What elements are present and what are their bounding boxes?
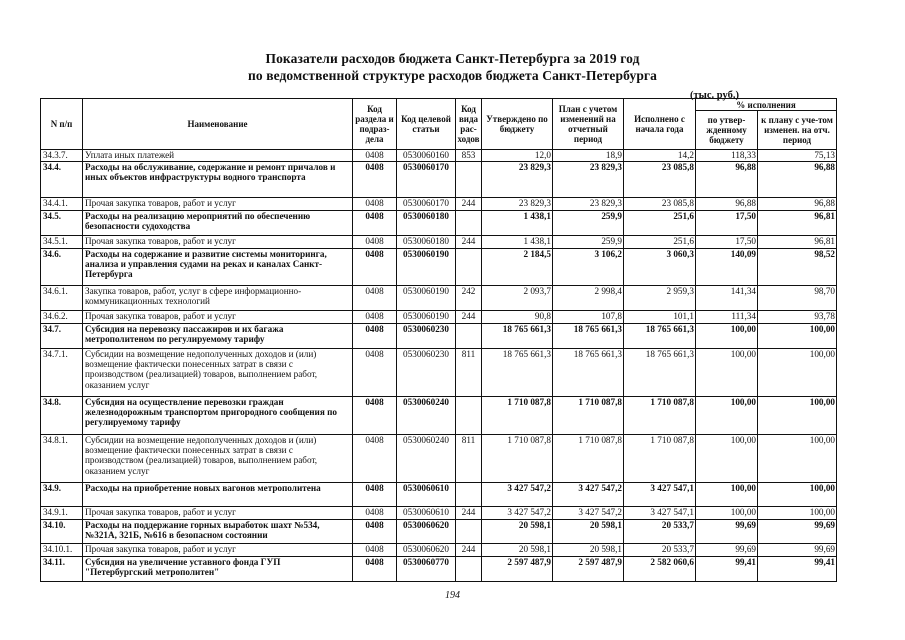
cell-name: Расходы на реализацию мероприятий по обеспечению безопасности судоходства: [83, 211, 353, 236]
cell-approved: 2 597 487,9: [482, 557, 553, 582]
cell-section: 0408: [353, 311, 397, 324]
cell-name: Прочая закупка товаров, работ и услуг: [83, 311, 353, 324]
cell-pct-approved: 100,00: [696, 349, 758, 397]
cell-name: Субсидия на перевозку пассажиров и их багажа метрополитеном по регулируемому тарифу: [83, 324, 353, 349]
cell-executed: 20 533,7: [624, 520, 696, 544]
cell-plan: 259,9: [553, 236, 624, 249]
cell-approved: 18 765 661,3: [482, 324, 553, 349]
cell-name: Прочая закупка товаров, работ и услуг: [83, 544, 353, 557]
cell-section: 0408: [353, 557, 397, 582]
cell-num: 34.5.: [41, 211, 83, 236]
cell-executed: 2 959,3: [624, 286, 696, 311]
cell-section: 0408: [353, 483, 397, 507]
cell-name: Субсидия на увеличение уставного фонда ГУП "Петербургский метрополитен": [83, 557, 353, 582]
table-row: [41, 249, 837, 286]
cell-num: 34.8.1.: [41, 435, 83, 483]
table-row: [41, 397, 837, 435]
cell-section: 0408: [353, 520, 397, 544]
header-pct-approved: по утвер-жденному бюджету: [696, 111, 758, 150]
cell-name: Закупка товаров, работ, услуг в сфере информационно-коммуникационных технологий: [83, 286, 353, 311]
cell-target: 0530060620: [397, 520, 456, 544]
cell-executed: 23 085,8: [624, 198, 696, 211]
cell-exptype: [456, 249, 482, 286]
cell-plan: 3 427 547,2: [553, 483, 624, 507]
cell-pct-approved: 99,41: [696, 557, 758, 582]
cell-pct-approved: 100,00: [696, 435, 758, 483]
cell-pct-plan: 98,52: [758, 249, 837, 286]
cell-pct-approved: 99,69: [696, 520, 758, 544]
cell-target: 0530060170: [397, 162, 456, 198]
cell-approved: 18 765 661,3: [482, 349, 553, 397]
cell-num: 34.3.7.: [41, 150, 83, 162]
header-section: Код раздела и подраз-дела: [353, 99, 397, 150]
cell-exptype: 244: [456, 236, 482, 249]
cell-executed: 14,2: [624, 150, 696, 162]
cell-plan: 23 829,3: [553, 162, 624, 198]
cell-executed: 20 533,7: [624, 544, 696, 557]
expenditure-table: [40, 98, 837, 582]
cell-exptype: 811: [456, 435, 482, 483]
cell-executed: 18 765 661,3: [624, 349, 696, 397]
cell-exptype: [456, 324, 482, 349]
header-exptype: Код вида рас-ходов: [456, 99, 482, 150]
cell-approved: 90,8: [482, 311, 553, 324]
cell-executed: 101,1: [624, 311, 696, 324]
table-row: [41, 162, 837, 198]
cell-exptype: 853: [456, 150, 482, 162]
table-row: [41, 435, 837, 483]
cell-target: 0530060180: [397, 211, 456, 236]
cell-pct-approved: 96,88: [696, 198, 758, 211]
cell-plan: 1 710 087,8: [553, 435, 624, 483]
cell-name: Прочая закупка товаров, работ и услуг: [83, 236, 353, 249]
cell-pct-approved: 100,00: [696, 324, 758, 349]
table-row: [41, 544, 837, 557]
cell-pct-plan: 75,13: [758, 150, 837, 162]
cell-pct-approved: 100,00: [696, 507, 758, 520]
cell-executed: 3 060,3: [624, 249, 696, 286]
cell-num: 34.4.: [41, 162, 83, 198]
cell-plan: 2 597 487,9: [553, 557, 624, 582]
cell-num: 34.11.: [41, 557, 83, 582]
cell-num: 34.7.1.: [41, 349, 83, 397]
cell-approved: 1 710 087,8: [482, 397, 553, 435]
cell-num: 34.10.1.: [41, 544, 83, 557]
cell-section: 0408: [353, 435, 397, 483]
cell-pct-plan: 96,81: [758, 236, 837, 249]
cell-pct-approved: 111,34: [696, 311, 758, 324]
cell-executed: 23 085,8: [624, 162, 696, 198]
header-pct-group: % исполнения: [696, 99, 837, 111]
cell-exptype: 244: [456, 507, 482, 520]
cell-num: 34.6.: [41, 249, 83, 286]
cell-approved: 23 829,3: [482, 198, 553, 211]
header-name: Наименование: [83, 99, 353, 150]
cell-name: Субсидии на возмещение недополученных доходов и (или) возмещение фактически понесенных затрат в связи с производством (реализацией) товаров, выполнением работ, оказанием услуг: [83, 435, 353, 483]
cell-approved: 1 438,1: [482, 211, 553, 236]
cell-num: 34.9.1.: [41, 507, 83, 520]
cell-section: 0408: [353, 286, 397, 311]
cell-executed: 2 582 060,6: [624, 557, 696, 582]
cell-num: 34.9.: [41, 483, 83, 507]
cell-pct-plan: 100,00: [758, 324, 837, 349]
cell-pct-approved: 17,50: [696, 236, 758, 249]
cell-num: 34.6.2.: [41, 311, 83, 324]
cell-plan: 3 427 547,2: [553, 507, 624, 520]
header-approved: Утверждено по бюджету: [482, 99, 553, 150]
cell-plan: 18,9: [553, 150, 624, 162]
cell-pct-plan: 98,70: [758, 286, 837, 311]
cell-executed: 251,6: [624, 236, 696, 249]
cell-pct-plan: 93,78: [758, 311, 837, 324]
cell-plan: 18 765 661,3: [553, 324, 624, 349]
cell-num: 34.7.: [41, 324, 83, 349]
cell-name: Прочая закупка товаров, работ и услуг: [83, 198, 353, 211]
cell-plan: 18 765 661,3: [553, 349, 624, 397]
report-title: Показатели расходов бюджета Санкт-Петербурга за 2019 год: [265, 51, 640, 66]
table-row: [41, 507, 837, 520]
cell-pct-approved: 17,50: [696, 211, 758, 236]
cell-pct-plan: 96,81: [758, 211, 837, 236]
cell-target: 0530060190: [397, 249, 456, 286]
header-num: N п/п: [41, 99, 83, 150]
cell-target: 0530060240: [397, 397, 456, 435]
cell-target: 0530060620: [397, 544, 456, 557]
page-number: 194: [445, 590, 460, 601]
table-row: [41, 211, 837, 236]
table-row: [41, 520, 837, 544]
cell-section: 0408: [353, 324, 397, 349]
cell-name: Субсидия на осуществление перевозки граждан железнодорожным транспортом пригородного сообщения по регулируемому тарифу: [83, 397, 353, 435]
cell-target: 0530060170: [397, 198, 456, 211]
cell-approved: 3 427 547,2: [482, 483, 553, 507]
cell-pct-plan: 100,00: [758, 483, 837, 507]
cell-approved: 12,0: [482, 150, 553, 162]
cell-plan: 2 998,4: [553, 286, 624, 311]
units-label: (тыс. руб.): [690, 90, 739, 101]
cell-exptype: 244: [456, 544, 482, 557]
table-row: [41, 483, 837, 507]
cell-exptype: 242: [456, 286, 482, 311]
cell-section: 0408: [353, 249, 397, 286]
cell-pct-plan: 100,00: [758, 507, 837, 520]
cell-num: 34.5.1.: [41, 236, 83, 249]
cell-approved: 1 710 087,8: [482, 435, 553, 483]
cell-approved: 3 427 547,2: [482, 507, 553, 520]
cell-pct-approved: 118,33: [696, 150, 758, 162]
cell-approved: 1 438,1: [482, 236, 553, 249]
table-row: [41, 198, 837, 211]
header-target: Код целевой статьи: [397, 99, 456, 150]
cell-target: 0530060180: [397, 236, 456, 249]
table-row: [41, 150, 837, 162]
cell-target: 0530060190: [397, 311, 456, 324]
cell-section: 0408: [353, 544, 397, 557]
cell-section: 0408: [353, 162, 397, 198]
cell-plan: 259,9: [553, 211, 624, 236]
cell-target: 0530060770: [397, 557, 456, 582]
cell-plan: 107,8: [553, 311, 624, 324]
cell-section: 0408: [353, 349, 397, 397]
cell-target: 0530060160: [397, 150, 456, 162]
table-row: [41, 557, 837, 582]
cell-pct-approved: 140,09: [696, 249, 758, 286]
header-executed: Исполнено с начала года: [624, 99, 696, 150]
cell-num: 34.8.: [41, 397, 83, 435]
table-row: [41, 286, 837, 311]
cell-pct-plan: 96,88: [758, 198, 837, 211]
cell-executed: 18 765 661,3: [624, 324, 696, 349]
cell-exptype: [456, 483, 482, 507]
cell-name: Расходы на приобретение новых вагонов метрополитена: [83, 483, 353, 507]
cell-pct-plan: 99,69: [758, 544, 837, 557]
cell-pct-approved: 141,34: [696, 286, 758, 311]
cell-name: Расходы на поддержание горных выработок шахт №534, №321А, 321Б, №616 в безопасном состоянии: [83, 520, 353, 544]
cell-name: Расходы на обслуживание, содержание и ремонт причалов и иных объектов инфраструктуры водного транспорта: [83, 162, 353, 198]
cell-exptype: [456, 397, 482, 435]
cell-pct-plan: 99,41: [758, 557, 837, 582]
cell-section: 0408: [353, 507, 397, 520]
table-row: [41, 311, 837, 324]
cell-pct-approved: 99,69: [696, 544, 758, 557]
cell-plan: 3 106,2: [553, 249, 624, 286]
cell-exptype: 244: [456, 198, 482, 211]
cell-approved: 2 184,5: [482, 249, 553, 286]
cell-num: 34.6.1.: [41, 286, 83, 311]
cell-executed: 3 427 547,1: [624, 507, 696, 520]
cell-executed: 1 710 087,8: [624, 435, 696, 483]
cell-pct-plan: 100,00: [758, 435, 837, 483]
cell-pct-plan: 96,88: [758, 162, 837, 198]
cell-plan: 1 710 087,8: [553, 397, 624, 435]
cell-exptype: 244: [456, 311, 482, 324]
cell-exptype: 811: [456, 349, 482, 397]
cell-pct-approved: 100,00: [696, 483, 758, 507]
cell-num: 34.10.: [41, 520, 83, 544]
cell-pct-plan: 99,69: [758, 520, 837, 544]
cell-name: Уплата иных платежей: [83, 150, 353, 162]
cell-executed: 1 710 087,8: [624, 397, 696, 435]
cell-section: 0408: [353, 198, 397, 211]
cell-exptype: [456, 520, 482, 544]
cell-approved: 20 598,1: [482, 544, 553, 557]
cell-target: 0530060190: [397, 286, 456, 311]
cell-exptype: [456, 557, 482, 582]
cell-plan: 20 598,1: [553, 520, 624, 544]
cell-target: 0530060610: [397, 507, 456, 520]
cell-approved: 23 829,3: [482, 162, 553, 198]
cell-section: 0408: [353, 211, 397, 236]
cell-exptype: [456, 162, 482, 198]
cell-name: Субсидии на возмещение недополученных доходов и (или) возмещение фактически понесенных затрат в связи с производством (реализацией) товаров, выполнением работ, оказанием услуг: [83, 349, 353, 397]
cell-pct-approved: 100,00: [696, 397, 758, 435]
cell-section: 0408: [353, 150, 397, 162]
cell-num: 34.4.1.: [41, 198, 83, 211]
cell-approved: 20 598,1: [482, 520, 553, 544]
header-plan: План с учетом изменений на отчетный период: [553, 99, 624, 150]
cell-executed: 3 427 547,1: [624, 483, 696, 507]
cell-section: 0408: [353, 397, 397, 435]
cell-target: 0530060240: [397, 435, 456, 483]
table-row: [41, 236, 837, 249]
report-subtitle: по ведомственной структуре расходов бюджета Санкт-Петербурга: [247, 68, 658, 83]
cell-pct-plan: 100,00: [758, 397, 837, 435]
cell-plan: 20 598,1: [553, 544, 624, 557]
cell-target: 0530060610: [397, 483, 456, 507]
cell-plan: 23 829,3: [553, 198, 624, 211]
cell-section: 0408: [353, 236, 397, 249]
cell-executed: 251,6: [624, 211, 696, 236]
cell-name: Расходы на содержание и развитие системы мониторинга, анализа и управления судами на реках и каналах Санкт-Петербурга: [83, 249, 353, 286]
table-row: [41, 324, 837, 349]
table-row: [41, 349, 837, 397]
cell-target: 0530060230: [397, 324, 456, 349]
cell-target: 0530060230: [397, 349, 456, 397]
cell-pct-approved: 96,88: [696, 162, 758, 198]
cell-pct-plan: 100,00: [758, 349, 837, 397]
cell-exptype: [456, 211, 482, 236]
header-pct-plan: к плану с уче-том изменен. на отч. период: [758, 111, 837, 150]
cell-approved: 2 093,7: [482, 286, 553, 311]
cell-name: Прочая закупка товаров, работ и услуг: [83, 507, 353, 520]
